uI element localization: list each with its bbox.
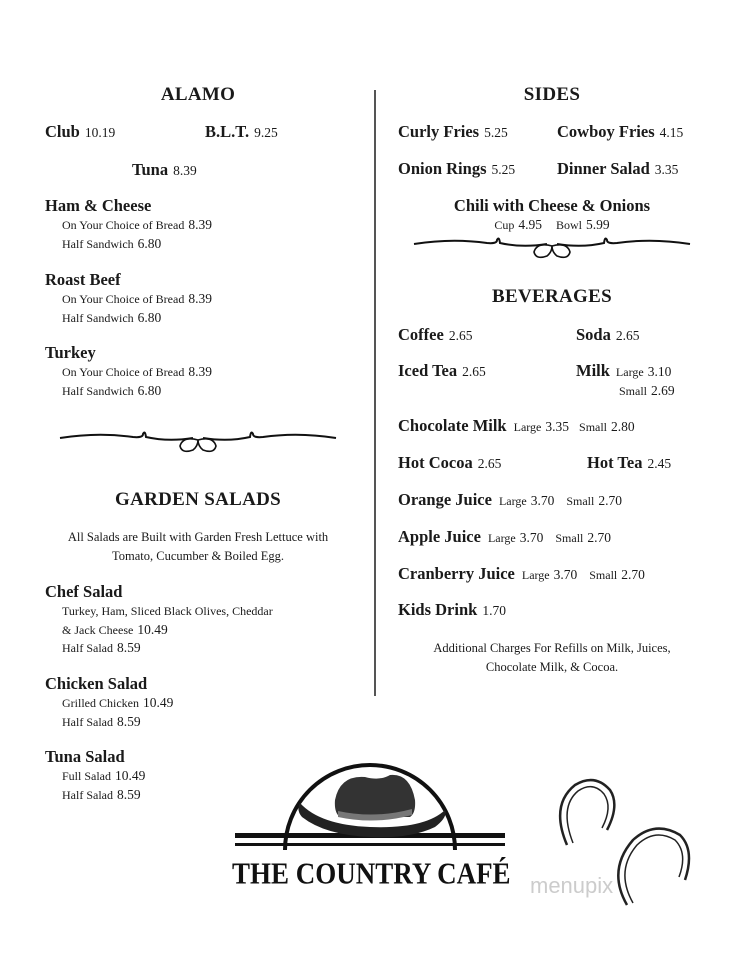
salads-description-line: Tomato, Cucumber & Boiled Egg. bbox=[111, 549, 285, 563]
item-price: 2.69 bbox=[651, 383, 675, 398]
menu-item-cranberry-juice bbox=[398, 564, 645, 585]
item-name: Coffee bbox=[398, 325, 444, 344]
item-price: 3.35 bbox=[545, 419, 570, 434]
item-name: Dinner Salad bbox=[557, 159, 650, 178]
item-price: 4.95 bbox=[518, 217, 542, 232]
item-name: Chef Salad bbox=[45, 582, 123, 601]
item-option: Grilled Chicken bbox=[62, 696, 139, 710]
item-price: 10.49 bbox=[137, 621, 168, 637]
item-price: 5.25 bbox=[491, 162, 516, 177]
menu-item-turkey bbox=[45, 343, 212, 400]
item-option: Large bbox=[487, 531, 516, 545]
item-price: 2.70 bbox=[621, 567, 645, 582]
menu-item-apple-juice bbox=[398, 527, 611, 548]
item-option: Small bbox=[555, 531, 584, 545]
item-price: 2.65 bbox=[448, 328, 473, 343]
item-option: Small bbox=[589, 568, 618, 582]
menu-item-milk bbox=[576, 361, 675, 400]
item-price: 2.65 bbox=[615, 328, 640, 343]
item-option: Small bbox=[619, 384, 648, 398]
item-name: Cranberry Juice bbox=[398, 564, 515, 583]
item-name: Chicken Salad bbox=[45, 674, 148, 693]
item-name: Hot Cocoa bbox=[398, 453, 473, 472]
item-price: 6.80 bbox=[137, 235, 162, 251]
salads-description bbox=[68, 528, 328, 566]
item-name: Turkey bbox=[45, 343, 96, 362]
item-price: 5.99 bbox=[586, 217, 610, 232]
item-price: 8.59 bbox=[116, 640, 141, 655]
item-name: Onion Rings bbox=[398, 159, 487, 178]
item-name: Iced Tea bbox=[398, 361, 458, 380]
refill-note-line: Chocolate Milk, & Cocoa. bbox=[485, 660, 619, 674]
menu-item-orange-juice bbox=[398, 490, 622, 511]
item-price: 8.59 bbox=[116, 713, 141, 729]
sides-heading: SIDES bbox=[523, 84, 581, 105]
item-option: Bowl bbox=[556, 218, 583, 232]
menu-item-hot-cocoa bbox=[398, 453, 501, 474]
item-option: On Your Choice of Bread bbox=[62, 218, 185, 232]
item-name: Tuna bbox=[132, 160, 169, 179]
item-option: Cup bbox=[494, 218, 515, 232]
menu-item-chef-salad bbox=[45, 582, 273, 658]
item-price: 3.70 bbox=[553, 567, 578, 582]
item-name: Apple Juice bbox=[398, 527, 481, 546]
item-name: Chili with Cheese & Onions bbox=[453, 196, 651, 215]
item-price: 2.80 bbox=[611, 419, 635, 434]
item-option: Half Sandwich bbox=[62, 310, 134, 325]
item-option: Half Salad bbox=[62, 714, 113, 729]
menu-item-chocolate-milk bbox=[398, 416, 635, 437]
item-price: 10.19 bbox=[84, 125, 116, 140]
item-name: Hot Tea bbox=[587, 453, 643, 472]
item-option: Half Sandwich bbox=[62, 236, 134, 251]
item-option: Large bbox=[521, 568, 550, 582]
menu-item-cowboy-fries bbox=[557, 122, 683, 143]
column-divider bbox=[374, 90, 376, 696]
logo-text: THE COUNTRY CAFÉ bbox=[232, 855, 511, 891]
item-name: Orange Juice bbox=[398, 490, 492, 509]
item-option: Half Salad bbox=[62, 641, 113, 655]
item-option: Half Salad bbox=[62, 787, 113, 802]
flourish-divider-icon bbox=[412, 234, 692, 264]
item-option: On Your Choice of Bread bbox=[62, 292, 185, 306]
item-price: 9.25 bbox=[254, 125, 278, 140]
menu-item-soda bbox=[576, 325, 639, 346]
item-price: 2.45 bbox=[647, 456, 672, 471]
item-price: 6.80 bbox=[137, 382, 162, 398]
menu-item-coffee bbox=[398, 325, 472, 346]
menu-item-tuna-salad bbox=[45, 747, 145, 804]
item-name: Chocolate Milk bbox=[398, 416, 507, 435]
item-option: Large bbox=[513, 420, 542, 434]
item-price: 4.15 bbox=[659, 125, 684, 140]
item-name: Kids Drink bbox=[398, 600, 478, 619]
menu-item-club bbox=[45, 122, 115, 143]
menu-item-kids-drink bbox=[398, 600, 506, 621]
cowboy-hat-logo-icon bbox=[230, 755, 510, 855]
item-price: 10.49 bbox=[115, 768, 146, 783]
watermark: menupix bbox=[530, 873, 614, 898]
item-price: 8.59 bbox=[116, 786, 141, 802]
item-price: 3.70 bbox=[519, 530, 544, 545]
item-option: On Your Choice of Bread bbox=[62, 365, 185, 379]
item-description: Turkey, Ham, Sliced Black Olives, Cheddar bbox=[62, 604, 273, 618]
menu-item-curly-fries bbox=[398, 122, 508, 143]
menu-item-onion-rings bbox=[398, 159, 515, 180]
menu-item-ham-cheese bbox=[45, 196, 212, 253]
item-option: Small bbox=[566, 494, 595, 508]
menu-item-chili bbox=[454, 196, 650, 234]
item-price: 8.39 bbox=[173, 163, 197, 178]
item-price: 1.70 bbox=[482, 603, 506, 618]
beverages-heading: BEVERAGES bbox=[492, 286, 612, 307]
menu-item-iced-tea bbox=[398, 361, 486, 382]
alamo-heading: ALAMO bbox=[160, 84, 236, 105]
item-price: 8.39 bbox=[188, 364, 212, 379]
item-option: Half Sandwich bbox=[62, 383, 134, 398]
item-price: 2.70 bbox=[598, 493, 622, 508]
item-name: Club bbox=[45, 122, 80, 141]
item-price: 2.70 bbox=[587, 530, 611, 545]
refill-note-line: Additional Charges For Refills on Milk, Juices, bbox=[433, 641, 671, 655]
item-price: 2.65 bbox=[477, 456, 502, 471]
item-price: 3.70 bbox=[530, 493, 555, 508]
salads-description-line: All Salads are Built with Garden Fresh Lettuce with bbox=[67, 530, 329, 544]
menu-item-blt bbox=[205, 122, 278, 143]
item-option: Large bbox=[615, 365, 644, 379]
menu-item-chicken-salad bbox=[45, 674, 173, 731]
item-price: 3.10 bbox=[647, 364, 672, 379]
item-price: 6.80 bbox=[137, 309, 162, 325]
item-name: Cowboy Fries bbox=[557, 122, 655, 141]
item-name: Curly Fries bbox=[398, 122, 480, 141]
item-price: 3.35 bbox=[654, 162, 679, 177]
item-option: Small bbox=[579, 420, 608, 434]
item-price: 2.65 bbox=[462, 364, 486, 379]
refill-note bbox=[433, 639, 670, 677]
item-price: 8.39 bbox=[188, 291, 212, 306]
garden-salads-heading: GARDEN SALADS bbox=[115, 489, 281, 510]
menu-item-tuna bbox=[132, 160, 197, 181]
item-price: 5.25 bbox=[484, 125, 508, 140]
menu-item-roast-beef bbox=[45, 270, 212, 327]
flourish-divider-icon bbox=[58, 428, 338, 458]
item-price: 10.49 bbox=[142, 695, 174, 710]
item-name: Soda bbox=[576, 325, 611, 344]
item-name: B.L.T. bbox=[205, 122, 250, 141]
item-option: Full Salad bbox=[62, 769, 112, 783]
item-name: Ham & Cheese bbox=[45, 196, 152, 215]
item-description: & Jack Cheese bbox=[62, 622, 134, 637]
item-option: Large bbox=[498, 494, 527, 508]
item-name: Tuna Salad bbox=[45, 747, 125, 766]
item-name: Milk bbox=[576, 361, 610, 380]
menu-item-dinner-salad bbox=[557, 159, 678, 180]
item-price: 8.39 bbox=[188, 217, 212, 232]
item-name: Roast Beef bbox=[45, 270, 121, 289]
menu-item-hot-tea bbox=[587, 453, 671, 474]
